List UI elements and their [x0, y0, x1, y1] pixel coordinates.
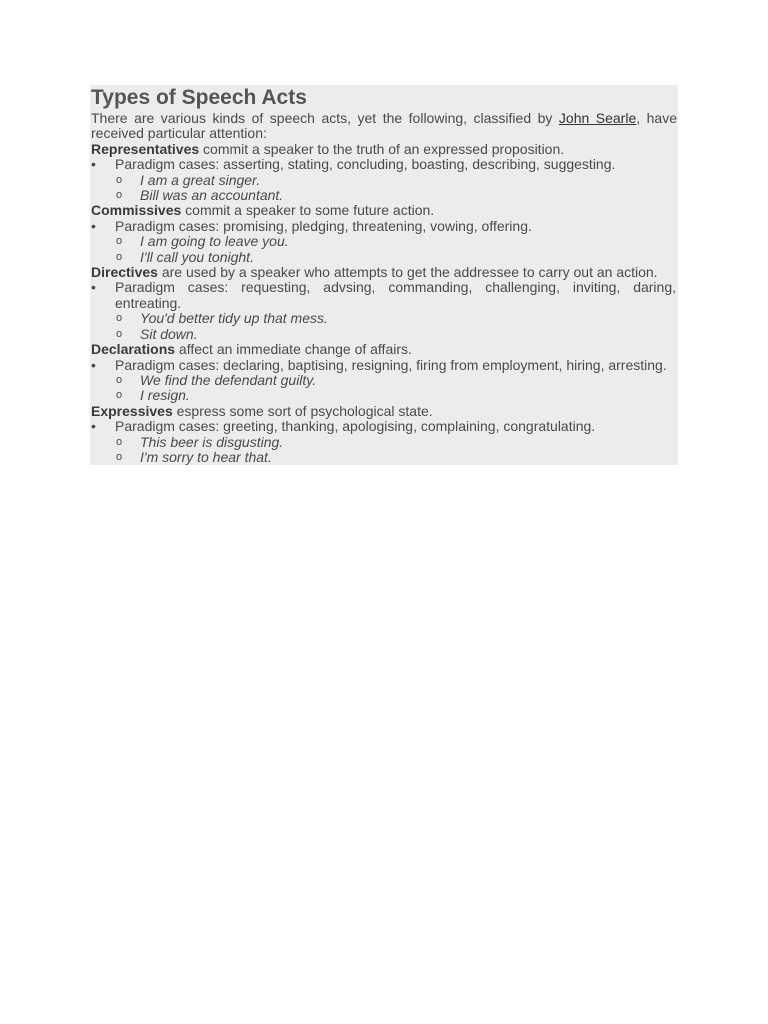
example-text: I am a great singer.	[140, 171, 261, 188]
example-item	[90, 450, 678, 465]
example-item	[90, 234, 678, 249]
section-commissives	[90, 203, 678, 265]
intro-text-before: There are various kinds of speech acts, yet the following, classified by	[91, 110, 559, 126]
category-description: are used by a speaker who attempts to get the addressee to carry out an action.	[157, 264, 658, 281]
example-item	[90, 327, 678, 342]
example-item	[90, 435, 678, 450]
section-directives	[90, 265, 678, 342]
example-text: I resign.	[140, 387, 190, 404]
section-expressives	[90, 404, 678, 466]
circle-bullet-icon: o	[116, 250, 123, 263]
circle-bullet-icon: o	[116, 450, 123, 463]
section-representatives	[90, 142, 678, 204]
circle-bullet-icon: o	[116, 327, 123, 340]
paradigm-cases-text: Paradigm cases: promising, pledging, threatening, vowing, offering.	[115, 217, 532, 234]
example-item	[90, 373, 678, 388]
category-term: Expressives	[91, 402, 173, 419]
document-content	[90, 85, 678, 465]
intro-text-after: , have received particular attention:	[91, 110, 678, 142]
bullet-icon: •	[91, 356, 96, 373]
intro-paragraph	[90, 111, 678, 142]
example-item	[90, 173, 678, 188]
bullet-icon: •	[91, 156, 96, 173]
paradigm-cases	[90, 419, 678, 434]
paradigm-cases-text: Paradigm cases: greeting, thanking, apologising, complaining, congratulating.	[115, 418, 596, 435]
circle-bullet-icon: o	[116, 389, 123, 402]
example-text: You'd better tidy up that mess.	[140, 310, 328, 327]
example-text: This beer is disgusting.	[140, 433, 284, 450]
category-description: commit a speaker to the truth of an expressed proposition.	[199, 140, 565, 157]
paradigm-cases-text: Paradigm cases: asserting, stating, concluding, boasting, describing, suggesting.	[115, 156, 616, 173]
circle-bullet-icon: o	[116, 173, 123, 186]
section-declarations	[90, 342, 678, 404]
category-line	[90, 265, 678, 280]
example-text: We find the defendant guilty.	[140, 371, 317, 388]
example-text: Sit down.	[140, 325, 198, 342]
category-term: Commissives	[91, 202, 182, 219]
category-term: Declarations	[91, 341, 176, 358]
john-searle-link[interactable]: John Searle	[558, 110, 637, 126]
example-text: I'll call you tonight.	[140, 248, 254, 265]
bullet-icon: •	[91, 217, 96, 234]
category-description: affect an immediate change of affairs.	[175, 341, 412, 358]
category-term: Directives	[91, 264, 158, 281]
circle-bullet-icon: o	[116, 235, 123, 248]
example-text: I'm sorry to hear that.	[140, 448, 272, 465]
category-line	[90, 342, 678, 357]
paradigm-cases	[90, 219, 678, 234]
paradigm-cases	[90, 280, 678, 311]
example-text: I am going to leave you.	[140, 233, 289, 250]
category-term: Representatives	[91, 140, 200, 157]
paradigm-cases	[90, 358, 678, 373]
paradigm-cases-text: Paradigm cases: requesting, advsing, commanding, challenging, inviting, daring, entreating.	[115, 279, 676, 311]
category-line	[90, 404, 678, 419]
circle-bullet-icon: o	[116, 373, 123, 386]
example-item	[90, 388, 678, 403]
category-description: espress some sort of psychological state.	[172, 402, 433, 419]
example-item	[90, 250, 678, 265]
example-item	[90, 311, 678, 326]
page-title: Types of Speech Acts	[91, 86, 307, 109]
bullet-icon: •	[91, 279, 96, 296]
category-line	[90, 203, 678, 218]
circle-bullet-icon: o	[116, 435, 123, 448]
paradigm-cases-text: Paradigm cases: declaring, baptising, resigning, firing from employment, hiring, arresting.	[115, 356, 667, 373]
category-line	[90, 142, 678, 157]
example-item	[90, 188, 678, 203]
circle-bullet-icon: o	[116, 189, 123, 202]
paradigm-cases	[90, 157, 678, 172]
example-text: Bill was an accountant.	[140, 187, 284, 204]
circle-bullet-icon: o	[116, 312, 123, 325]
bullet-icon: •	[91, 418, 96, 435]
category-description: commit a speaker to some future action.	[181, 202, 435, 219]
